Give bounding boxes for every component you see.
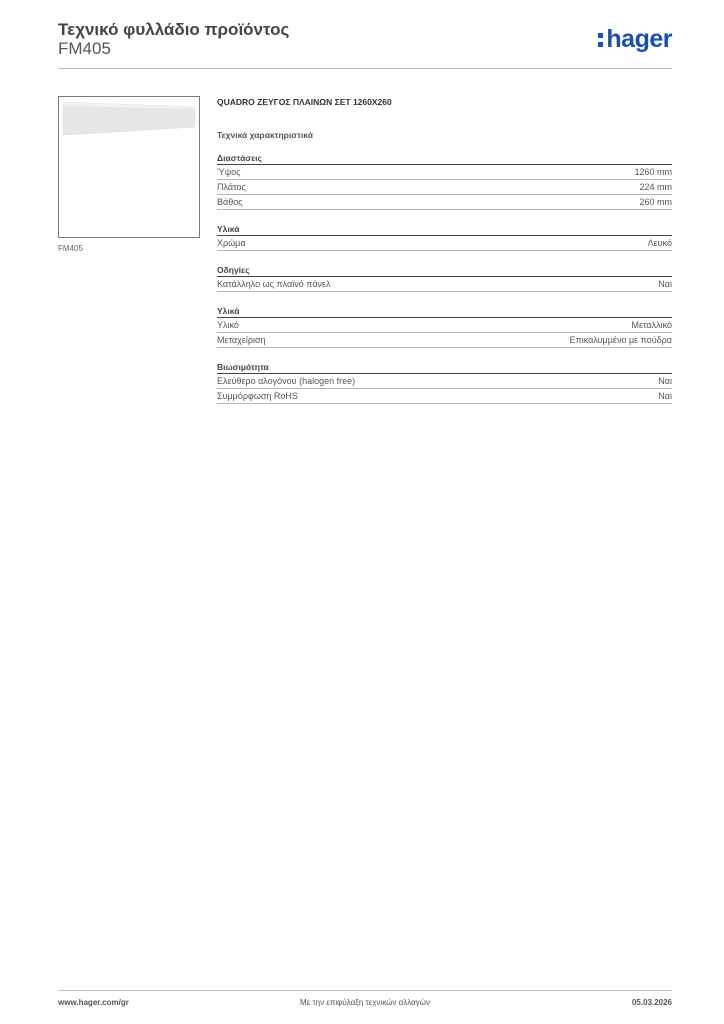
product-spec-content [217,96,672,417]
spec-label: Ύψος [217,167,241,177]
spec-value: Λευκό [647,238,672,248]
spec-value: 1260 mm [634,167,672,177]
spec-label: Μεταχείριση [217,335,266,345]
spec-row [217,195,672,210]
spec-row [217,236,672,251]
spec-value: 260 mm [639,197,672,207]
spec-row [217,165,672,180]
spec-row [217,180,672,195]
hager-logo [598,27,672,52]
spec-row [217,333,672,348]
spec-section-heading: Υλικά [217,223,672,236]
product-code: FM405 [58,39,111,58]
spec-section [217,305,672,348]
page-header [58,20,672,70]
spec-section-heading: Διαστάσεις [217,152,672,165]
product-name: QUADRO ΖΕΥΓΟΣ ΠΛΑΙΝΩΝ ΣΕΤ 1260X260 [217,97,392,107]
product-image [58,96,200,238]
spec-section-heading: Βιωσιμότητα [217,361,672,374]
logo-dots-icon [598,30,604,48]
spec-section-heading: Οδηγίες [217,264,672,277]
footer-website: www.hager.com/gr [58,998,129,1007]
spec-section [217,223,672,251]
spec-section-heading: Υλικά [217,305,672,318]
spec-label: Πλάτος [217,182,246,192]
page-footer [58,998,672,1010]
document-title: Τεχνικό φυλλάδιο προϊόντος [58,20,290,39]
image-caption: FM405 [58,244,83,253]
spec-section [217,264,672,292]
technical-characteristics-heading: Τεχνικά χαρακτηριστικά [217,130,313,140]
spec-section [217,152,672,210]
spec-value: Ναι [658,376,672,386]
spec-sections [217,152,672,404]
spec-label: Υλικό [217,320,239,330]
spec-row [217,374,672,389]
spec-value: Μεταλλικό [631,320,672,330]
spec-value: Επικαλυμμένο με πούδρα [569,335,672,345]
spec-label: Βάθος [217,197,243,207]
spec-value: Ναι [658,279,672,289]
spec-label: Κατάλληλο ως πλαϊνό πάνελ [217,279,331,289]
header-divider [58,68,672,69]
spec-row [217,389,672,404]
side-panel-illustration [59,97,199,237]
spec-label: Ελεύθερο αλογόνου (halogen free) [217,376,356,386]
spec-row [217,277,672,292]
spec-value: Ναι [658,391,672,401]
footer-notice: Με την επιφύλαξη τεχνικών αλλαγών [300,998,430,1007]
footer-divider [58,990,672,991]
footer-date: 05.03.2026 [631,998,672,1007]
spec-row [217,318,672,333]
spec-label: Συμμόρφωση RoHS [217,391,298,401]
spec-value: 224 mm [639,182,672,192]
logo-text: hager [606,25,672,53]
spec-label: Χρώμα [217,238,246,248]
spec-section [217,361,672,404]
